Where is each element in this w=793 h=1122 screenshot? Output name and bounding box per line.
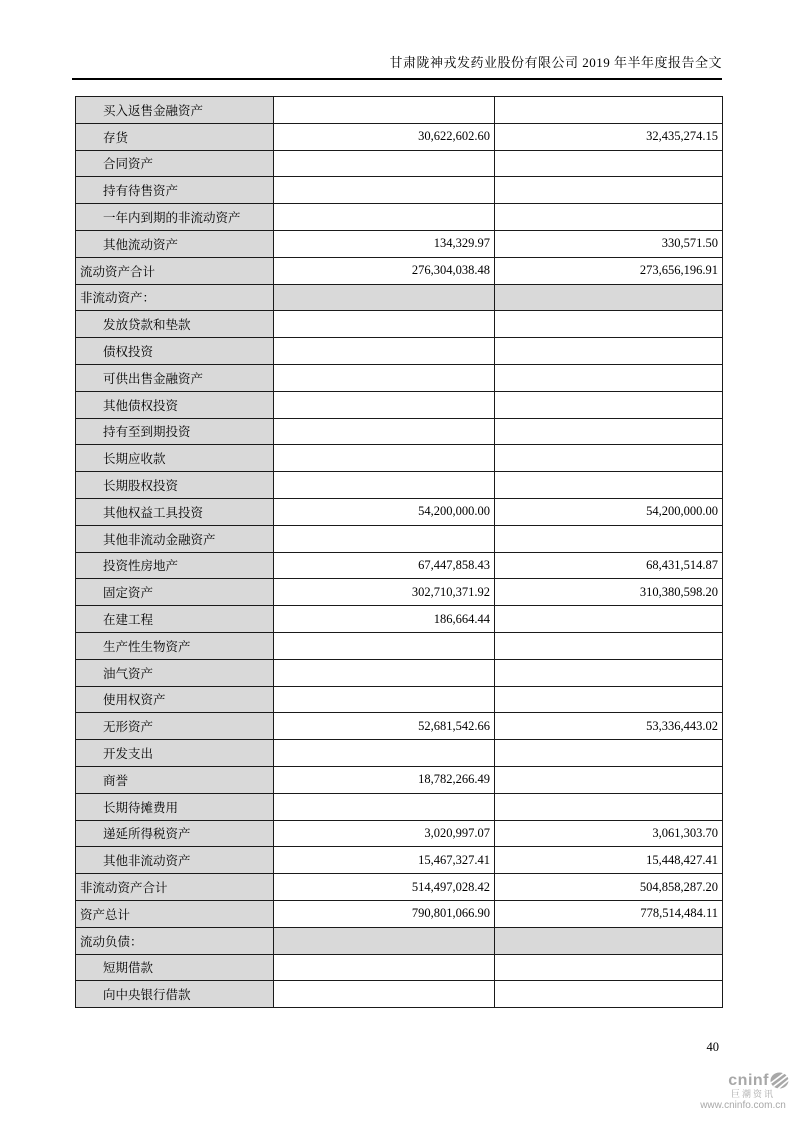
value-period-end (274, 525, 495, 552)
table-row (76, 123, 723, 150)
table-row (76, 204, 723, 231)
row-label: 无形资产 (76, 713, 274, 740)
value-period-end: 276,304,038.48 (274, 257, 495, 284)
value-period-end (274, 364, 495, 391)
table-row (76, 552, 723, 579)
table-row (76, 391, 723, 418)
table-row (76, 472, 723, 499)
row-label: 在建工程 (76, 606, 274, 633)
value-period-begin (495, 311, 723, 338)
row-label: 短期借款 (76, 954, 274, 981)
row-label: 向中央银行借款 (76, 981, 274, 1008)
row-label: 使用权资产 (76, 686, 274, 713)
value-period-begin (495, 927, 723, 954)
value-period-begin (495, 97, 723, 124)
value-period-end: 302,710,371.92 (274, 579, 495, 606)
table-row (76, 900, 723, 927)
value-period-end (274, 659, 495, 686)
value-period-begin (495, 445, 723, 472)
value-period-end: 514,497,028.42 (274, 874, 495, 901)
value-period-begin (495, 472, 723, 499)
value-period-begin (495, 981, 723, 1008)
table-row (76, 659, 723, 686)
cninfo-logo (697, 1072, 789, 1111)
table-row (76, 686, 723, 713)
value-period-begin: 273,656,196.91 (495, 257, 723, 284)
row-label: 非流动资产合计 (76, 874, 274, 901)
table-row (76, 793, 723, 820)
row-label: 债权投资 (76, 338, 274, 365)
logo-url: www.cninfo.com.cn (700, 1100, 786, 1112)
value-period-end (274, 740, 495, 767)
section-row (76, 927, 723, 954)
value-period-begin (495, 338, 723, 365)
table-row (76, 364, 723, 391)
value-period-end (274, 204, 495, 231)
logo-subtitle: 巨潮资讯 (730, 1088, 775, 1099)
value-period-begin: 15,448,427.41 (495, 847, 723, 874)
row-label: 开发支出 (76, 740, 274, 767)
table-row (76, 177, 723, 204)
row-label: 合同资产 (76, 150, 274, 177)
row-label: 存货 (76, 123, 274, 150)
value-period-begin (495, 177, 723, 204)
table-row (76, 713, 723, 740)
value-period-end (274, 311, 495, 338)
row-label: 持有待售资产 (76, 177, 274, 204)
table-row (76, 230, 723, 257)
table-row (76, 579, 723, 606)
logo-brand-text: cninf (728, 1072, 769, 1089)
value-period-end (274, 150, 495, 177)
value-period-end (274, 338, 495, 365)
table-row (76, 981, 723, 1008)
value-period-begin (495, 766, 723, 793)
row-label: 生产性生物资产 (76, 632, 274, 659)
row-label: 固定资产 (76, 579, 274, 606)
table-row (76, 338, 723, 365)
table-row (76, 97, 723, 124)
row-label: 可供出售金融资产 (76, 364, 274, 391)
value-period-end (274, 954, 495, 981)
table-row (76, 606, 723, 633)
value-period-end (274, 686, 495, 713)
value-period-end (274, 284, 495, 311)
value-period-begin: 53,336,443.02 (495, 713, 723, 740)
table-row (76, 498, 723, 525)
row-label: 其他流动资产 (76, 230, 274, 257)
value-period-end (274, 927, 495, 954)
value-period-end (274, 793, 495, 820)
row-label: 非流动资产： (76, 284, 274, 311)
row-label: 买入返售金融资产 (76, 97, 274, 124)
value-period-begin: 504,858,287.20 (495, 874, 723, 901)
row-label: 持有至到期投资 (76, 418, 274, 445)
page-number: 40 (706, 1040, 719, 1054)
balance-sheet-table (75, 96, 723, 1008)
table-row (76, 740, 723, 767)
value-period-begin: 330,571.50 (495, 230, 723, 257)
value-period-begin: 778,514,484.11 (495, 900, 723, 927)
row-label: 资产总计 (76, 900, 274, 927)
value-period-begin (495, 632, 723, 659)
row-label: 其他非流动金融资产 (76, 525, 274, 552)
table-row (76, 820, 723, 847)
row-label: 递延所得税资产 (76, 820, 274, 847)
value-period-begin (495, 364, 723, 391)
row-label: 发放贷款和垫款 (76, 311, 274, 338)
value-period-end: 790,801,066.90 (274, 900, 495, 927)
row-label: 长期应收款 (76, 445, 274, 472)
row-label: 其他权益工具投资 (76, 498, 274, 525)
table-row (76, 766, 723, 793)
table-row (76, 847, 723, 874)
value-period-begin (495, 391, 723, 418)
value-period-end: 186,664.44 (274, 606, 495, 633)
row-label: 流动资产合计 (76, 257, 274, 284)
balance-sheet-table-body (76, 97, 723, 1008)
report-title: 甘肃陇神戎发药业股份有限公司 2019 年半年度报告全文 (389, 55, 722, 70)
row-label: 油气资产 (76, 659, 274, 686)
value-period-begin (495, 793, 723, 820)
row-label: 其他债权投资 (76, 391, 274, 418)
value-period-end: 18,782,266.49 (274, 766, 495, 793)
row-label: 一年内到期的非流动资产 (76, 204, 274, 231)
value-period-begin: 68,431,514.87 (495, 552, 723, 579)
table-row (76, 874, 723, 901)
value-period-end: 54,200,000.00 (274, 498, 495, 525)
value-period-end (274, 177, 495, 204)
section-row (76, 284, 723, 311)
value-period-begin: 54,200,000.00 (495, 498, 723, 525)
table-row (76, 954, 723, 981)
value-period-end (274, 391, 495, 418)
cninfo-swirl-icon (770, 1072, 789, 1089)
value-period-end: 30,622,602.60 (274, 123, 495, 150)
logo-brand-row (697, 1072, 789, 1090)
value-period-begin (495, 204, 723, 231)
value-period-end (274, 472, 495, 499)
table-row (76, 632, 723, 659)
table-row (76, 257, 723, 284)
value-period-end (274, 418, 495, 445)
value-period-begin (495, 606, 723, 633)
table-row (76, 418, 723, 445)
row-label: 长期待摊费用 (76, 793, 274, 820)
page-header (72, 52, 722, 80)
row-label: 商誉 (76, 766, 274, 793)
value-period-end (274, 981, 495, 1008)
value-period-end: 52,681,542.66 (274, 713, 495, 740)
value-period-begin (495, 525, 723, 552)
value-period-end (274, 445, 495, 472)
table-row (76, 311, 723, 338)
value-period-begin (495, 686, 723, 713)
table-row (76, 525, 723, 552)
value-period-begin: 3,061,303.70 (495, 820, 723, 847)
value-period-begin (495, 284, 723, 311)
row-label: 流动负债： (76, 927, 274, 954)
row-label: 长期股权投资 (76, 472, 274, 499)
row-label: 其他非流动资产 (76, 847, 274, 874)
table-row (76, 150, 723, 177)
value-period-begin: 310,380,598.20 (495, 579, 723, 606)
value-period-begin (495, 659, 723, 686)
value-period-begin (495, 418, 723, 445)
value-period-end (274, 632, 495, 659)
value-period-end: 67,447,858.43 (274, 552, 495, 579)
value-period-begin (495, 740, 723, 767)
value-period-begin: 32,435,274.15 (495, 123, 723, 150)
table-row (76, 445, 723, 472)
value-period-end (274, 97, 495, 124)
value-period-end: 134,329.97 (274, 230, 495, 257)
value-period-end: 3,020,997.07 (274, 820, 495, 847)
value-period-begin (495, 954, 723, 981)
row-label: 投资性房地产 (76, 552, 274, 579)
value-period-end: 15,467,327.41 (274, 847, 495, 874)
value-period-begin (495, 150, 723, 177)
